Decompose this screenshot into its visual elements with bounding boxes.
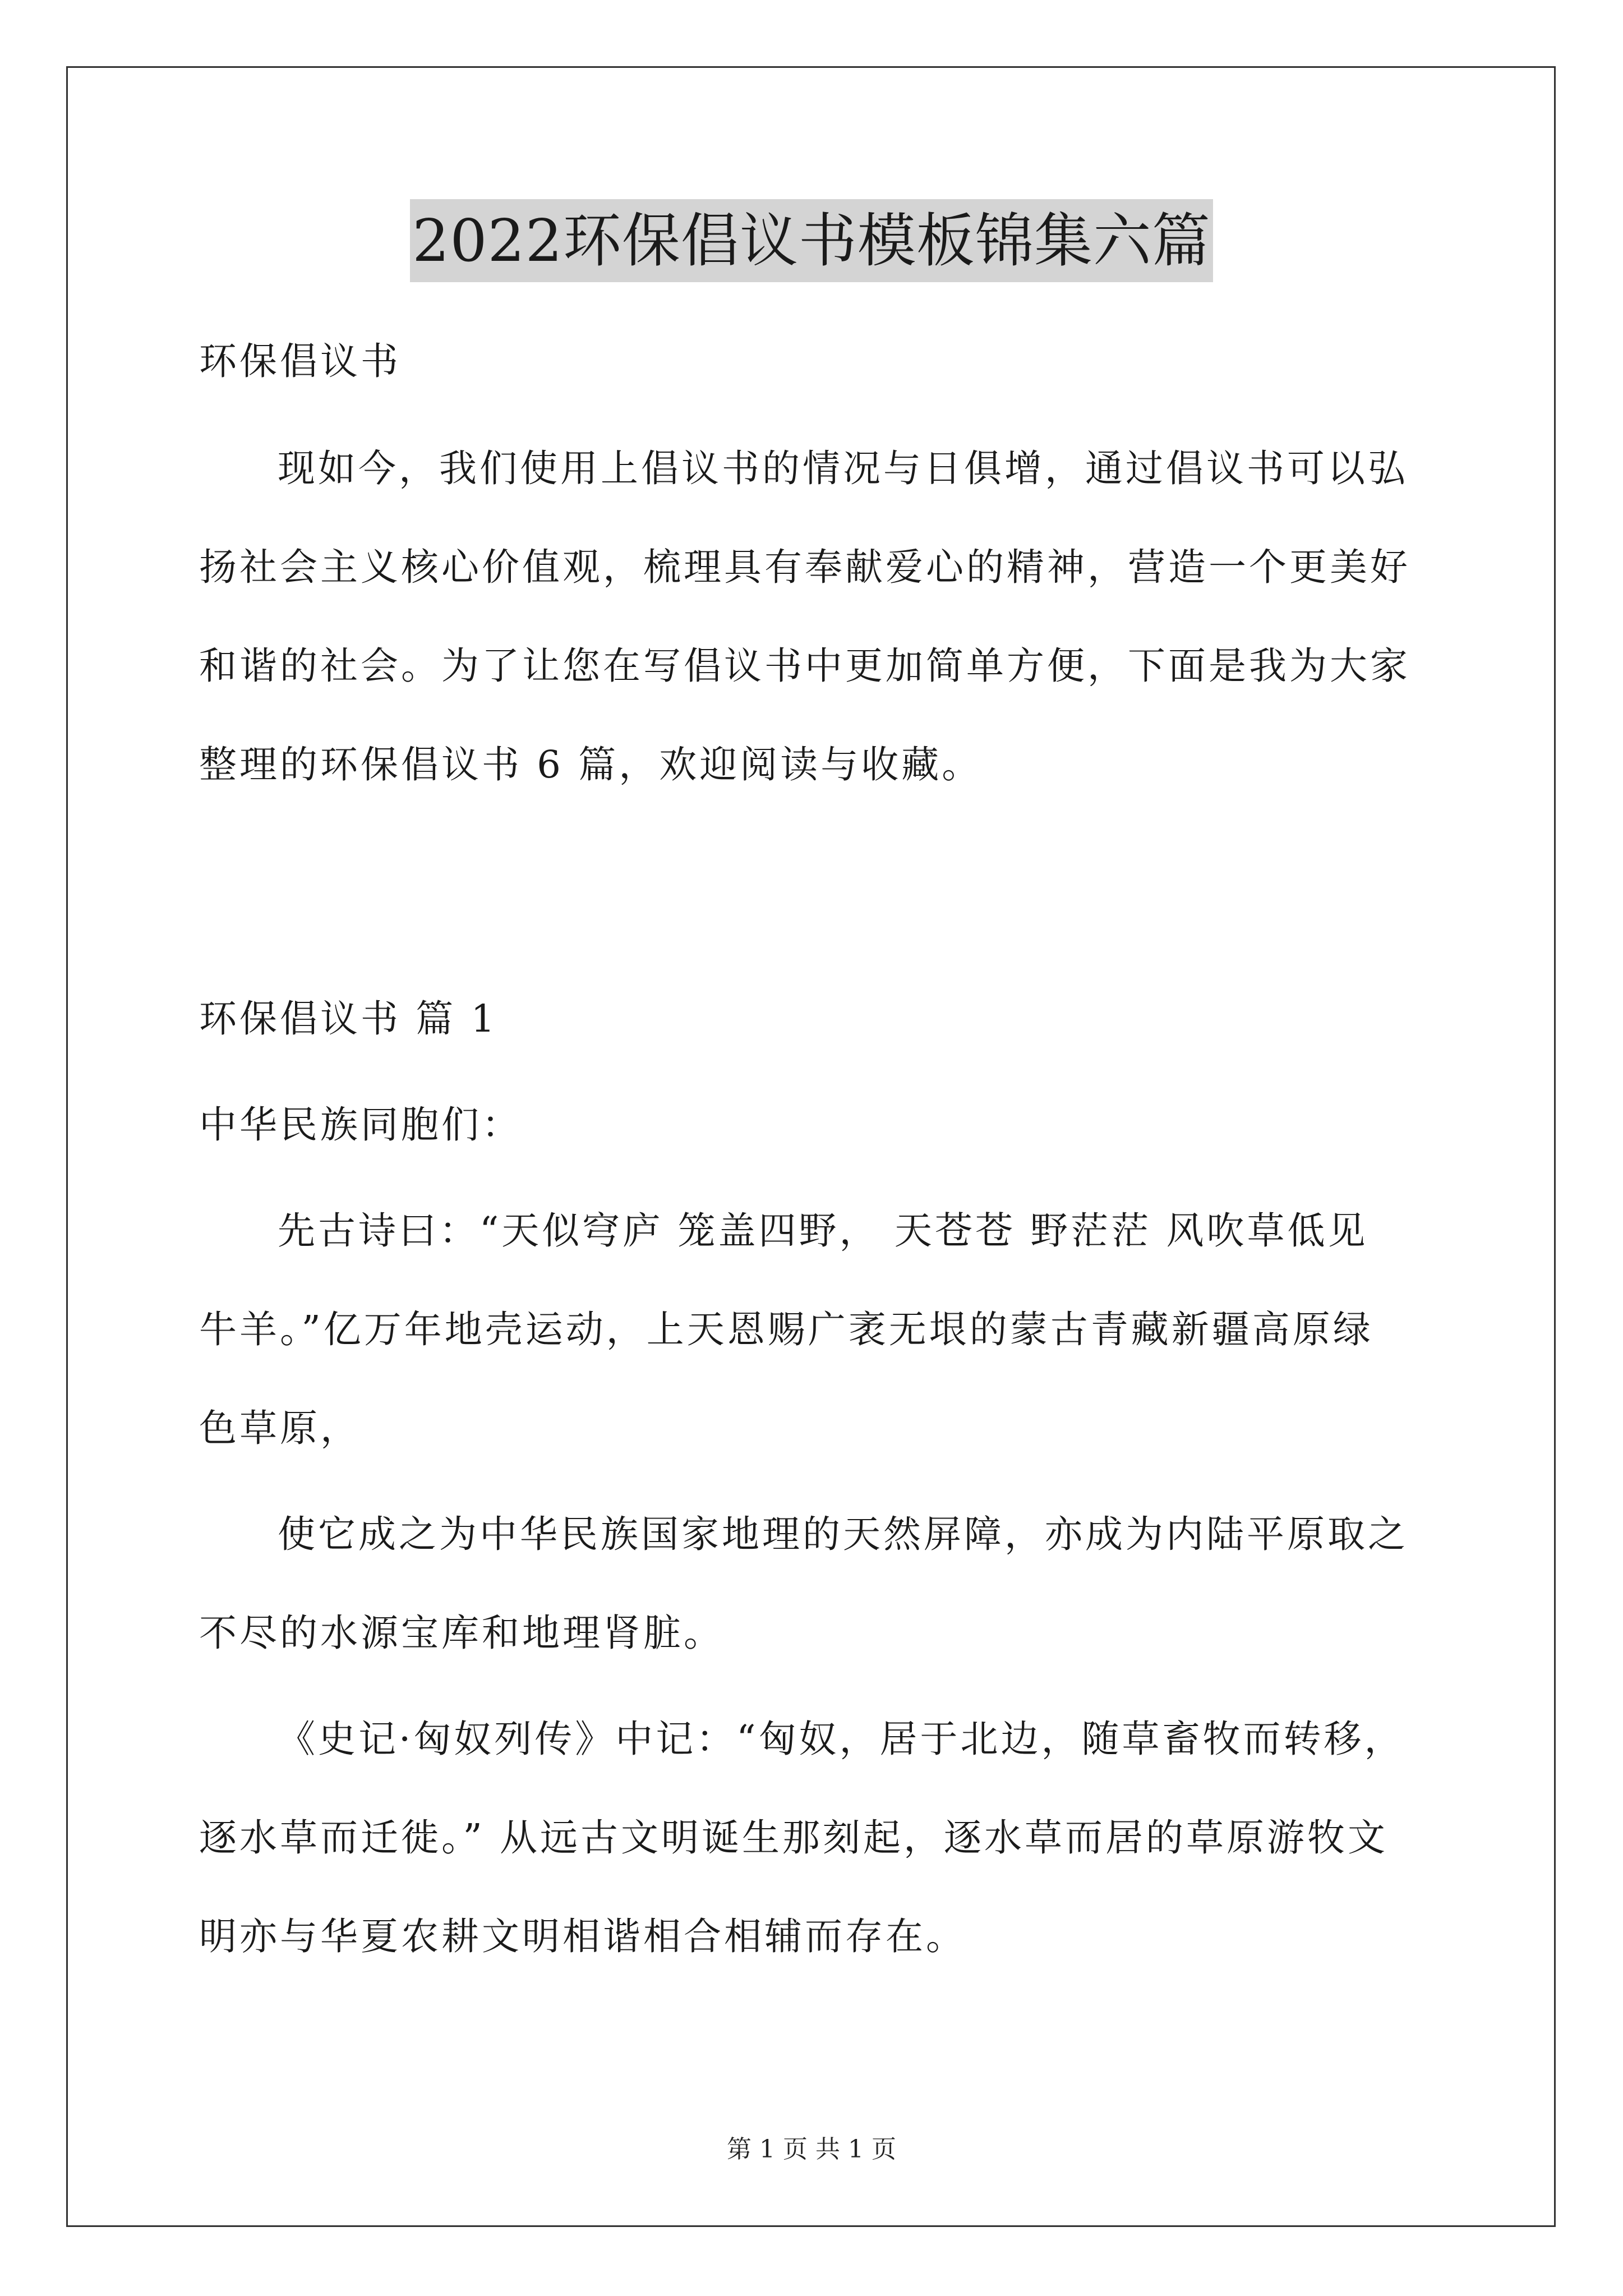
salutation: 中华民族同胞们：: [199, 1103, 522, 1147]
paragraph-line: 不尽的水源宝库和地理肾脏。: [199, 1611, 724, 1655]
paragraph-line: 扬社会主义核心价值观，梳理具有奉献爱心的精神，营造一个更美好: [199, 545, 1410, 589]
paragraph-line: 色草原，: [199, 1406, 361, 1450]
paragraph-line: 明亦与华夏农耕文明相谐相合相辅而存在。: [199, 1915, 966, 1958]
paragraph-line: 整理的环保倡议书 6 篇，欢迎阅读与收藏。: [199, 743, 983, 786]
page-footer: 第 1 页 共 1 页: [727, 2135, 896, 2164]
paragraph-line: 先古诗曰：“天似穹庐 笼盖四野， 天苍苍 野茫茫 风吹草低见: [278, 1209, 1368, 1253]
paragraph-line: 现如今，我们使用上倡议书的情况与日俱增，通过倡议书可以弘: [278, 447, 1408, 490]
section-heading: 环保倡议书: [199, 339, 401, 383]
paragraph-line: 和谐的社会。为了让您在写倡议书中更加简单方便，下面是我为大家: [199, 644, 1410, 688]
paragraph-line: 《史记·匈奴列传》中记：“匈奴，居于北边，随草畜牧而转移，: [278, 1717, 1405, 1761]
paragraph-line: 使它成之为中华民族国家地理的天然屏障，亦成为内陆平原取之: [278, 1512, 1408, 1556]
paragraph-line: 逐水草而迁徙。” 从远古文明诞生那刻起，逐水草而居的草原游牧文: [199, 1816, 1389, 1860]
title-wrap: [0, 199, 1623, 282]
section-heading: 环保倡议书 篇 1: [199, 997, 498, 1041]
document-title: 2022环保倡议书模板锦集六篇: [410, 199, 1213, 282]
paragraph-line: 牛羊。”亿万年地壳运动，上天恩赐广袤无垠的蒙古青藏新疆高原绿: [199, 1308, 1373, 1351]
